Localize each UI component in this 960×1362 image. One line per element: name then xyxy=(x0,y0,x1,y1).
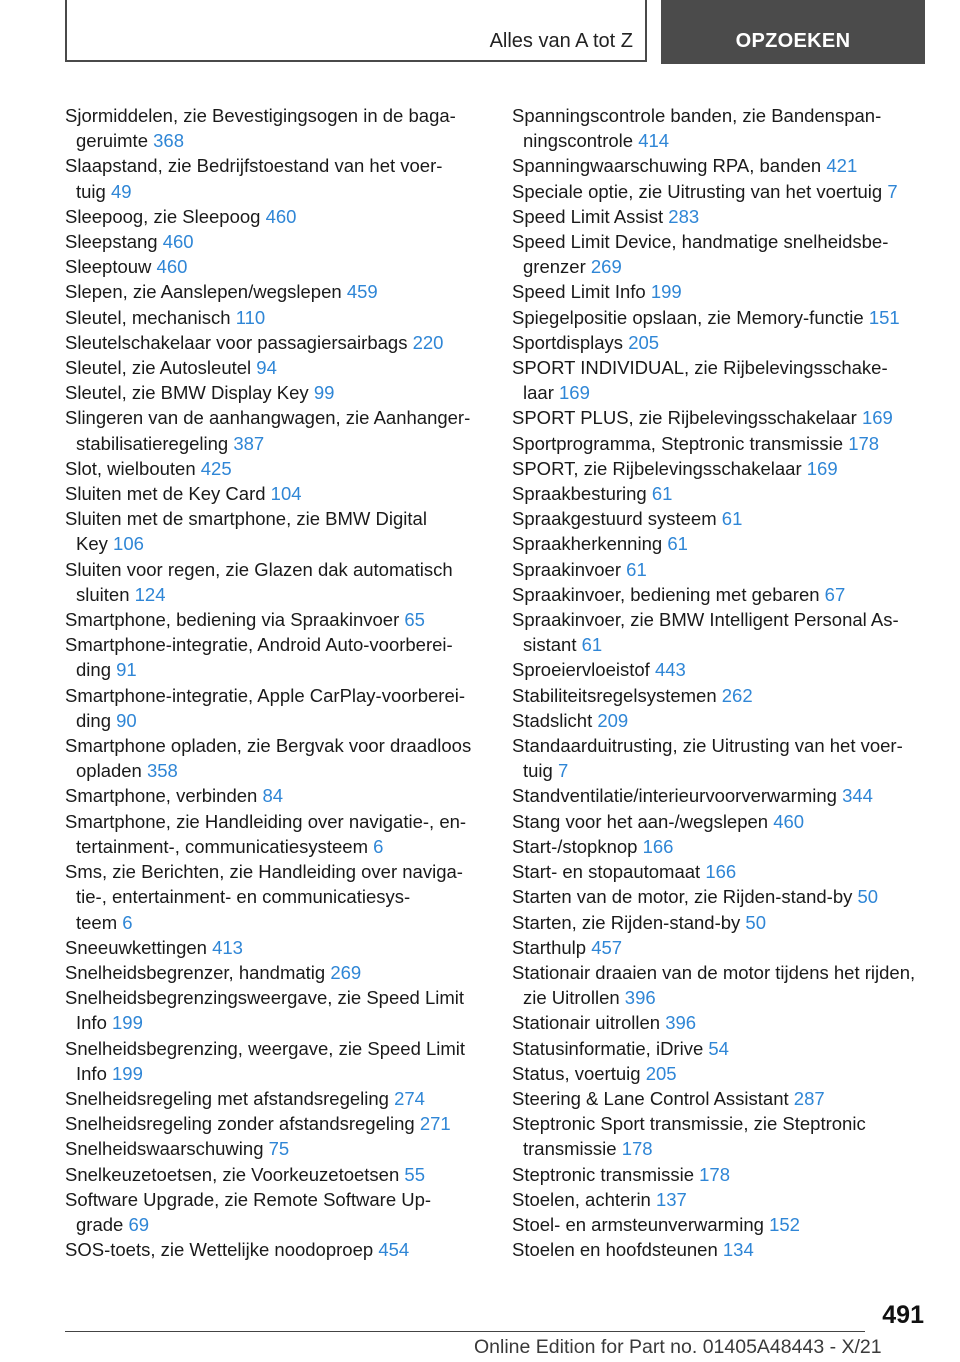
index-entry xyxy=(65,1136,490,1161)
page-reference-link[interactable]: 91 xyxy=(116,659,137,681)
index-entry-text: Sneeuwkettingen 413 xyxy=(65,936,243,958)
index-entry-text: Info 199 xyxy=(76,1012,143,1034)
page-reference-link[interactable]: 110 xyxy=(235,306,266,328)
index-entry xyxy=(512,582,932,607)
index-entry-text: Starten, zie Rijden-stand-by 50 xyxy=(512,911,766,933)
index-entry xyxy=(65,229,490,254)
index-entry-text: Steptronic Sport transmissie, zie Steptronic xyxy=(512,1113,866,1135)
index-entry xyxy=(512,481,932,506)
index-entry-text: grenzer 269 xyxy=(523,256,622,278)
index-entry-text: Spanningscontrole banden, zie Bandenspan- xyxy=(512,105,882,126)
index-entry xyxy=(512,355,932,405)
page-reference-link[interactable]: 443 xyxy=(654,659,686,681)
index-entry-text: SPORT, zie Rijbelevingsschakelaar 169 xyxy=(512,457,838,479)
index-entry-text: Key 106 xyxy=(76,533,144,555)
index-entry-text: sistant 61 xyxy=(523,634,603,656)
page-reference-link[interactable]: 55 xyxy=(404,1163,425,1185)
index-entry-text: tuig 7 xyxy=(523,760,569,782)
index-entry-text: teem 6 xyxy=(76,911,133,933)
page-reference-link[interactable]: 166 xyxy=(705,861,737,883)
index-entry-text: Sportprogramma, Steptronic transmissie 178 xyxy=(512,432,880,454)
page-reference-link[interactable]: 69 xyxy=(128,1213,150,1235)
page-reference-link[interactable]: 421 xyxy=(826,155,858,177)
index-entry xyxy=(65,380,490,405)
index-entry-text: Spraakgestuurd systeem 61 xyxy=(512,508,743,530)
page-reference-link[interactable]: 457 xyxy=(591,936,623,958)
index-column-right xyxy=(512,103,932,1262)
page-reference-link[interactable]: 169 xyxy=(806,457,838,479)
page-reference-link[interactable]: 104 xyxy=(270,483,302,505)
page-reference-link[interactable]: 75 xyxy=(268,1138,290,1160)
page-reference-link[interactable]: 209 xyxy=(597,709,629,731)
page-reference-link[interactable]: 413 xyxy=(212,936,243,958)
page-reference-link[interactable]: 460 xyxy=(265,205,297,227)
index-entry-text: Snelheidswaarschuwing 75 xyxy=(65,1138,290,1160)
page-reference-link[interactable]: 50 xyxy=(857,886,879,908)
index-entry xyxy=(65,1187,490,1237)
page-reference-link[interactable]: 262 xyxy=(721,684,753,706)
index-entry xyxy=(512,179,932,204)
index-entry-text: ding 90 xyxy=(76,709,137,731)
page-reference-link[interactable]: 84 xyxy=(262,785,284,807)
index-entry-text: Starten van de motor, zie Rijden-stand-by 50 xyxy=(512,886,879,908)
index-entry-text: Software Upgrade, zie Remote Software Up- xyxy=(65,1188,432,1210)
index-entry-text: SPORT PLUS, zie Rijbelevingsschakelaar 169 xyxy=(512,407,893,429)
index-entry xyxy=(512,657,932,682)
index-entry-text: Starthulp 457 xyxy=(512,936,623,958)
index-entry xyxy=(512,859,932,884)
index-entry-text: Snelheidsbegrenzingsweergave, zie Speed Limit xyxy=(65,987,465,1009)
opzoeken-tab[interactable]: OPZOEKEN xyxy=(661,0,925,64)
index-entry-text: Snelheidsregeling zonder afstandsregeling 271 xyxy=(65,1113,451,1135)
index-entry-text: Slaapstand, zie Bedrijfstoestand van het voer- xyxy=(65,155,443,177)
index-entry xyxy=(512,405,932,430)
page-reference-link[interactable]: 152 xyxy=(769,1213,800,1235)
page-reference-link[interactable]: 199 xyxy=(112,1062,143,1084)
page-reference-link[interactable]: 283 xyxy=(668,205,700,227)
index-entry xyxy=(65,103,490,153)
page-reference-link[interactable]: 460 xyxy=(156,256,188,278)
index-entry xyxy=(512,733,932,783)
index-entry-text: Sleutel, zie BMW Display Key 99 xyxy=(65,382,335,404)
index-entry xyxy=(512,506,932,531)
index-entry-text: SPORT INDIVIDUAL, zie Rijbelevingsschake- xyxy=(512,357,888,379)
index-column-left xyxy=(65,103,490,1262)
index-entry-text: Spanningwaarschuwing RPA, banden 421 xyxy=(512,155,858,177)
page-reference-link[interactable]: 460 xyxy=(773,810,805,832)
index-entry-text: Stoel- en armsteunverwarming 152 xyxy=(512,1213,800,1235)
page-reference-link[interactable]: 6 xyxy=(373,835,384,857)
page-reference-link[interactable]: 425 xyxy=(200,457,232,479)
index-entry xyxy=(65,405,490,455)
index-entry xyxy=(512,1111,932,1161)
index-entry xyxy=(512,960,932,1010)
index-entry-text: Smartphone, verbinden 84 xyxy=(65,785,284,807)
index-entry-text: Stationair draaien van de motor tijdens het rijden, xyxy=(512,961,916,983)
index-entry xyxy=(512,607,932,657)
index-entry xyxy=(65,330,490,355)
index-entry-text: Speed Limit Device, handmatige snelheidsbe- xyxy=(512,231,889,253)
index-entry-text: Stationair uitrollen 396 xyxy=(512,1012,697,1034)
index-entry xyxy=(65,305,490,330)
index-entry-text: Speed Limit Assist 283 xyxy=(512,205,700,227)
page-reference-link[interactable]: 414 xyxy=(638,130,670,152)
index-entry-text: Start- en stopautomaat 166 xyxy=(512,861,737,883)
index-entry xyxy=(512,103,932,153)
index-entry-text: Slot, wielbouten 425 xyxy=(65,457,232,479)
index-entry xyxy=(65,1111,490,1136)
index-entry xyxy=(65,204,490,229)
section-header-box xyxy=(65,0,647,62)
index-entry xyxy=(512,330,932,355)
index-entry-text: Speed Limit Info 199 xyxy=(512,281,682,303)
page-reference-link[interactable]: 90 xyxy=(116,709,137,731)
index-entry-text: tie-, entertainment- en communicatiesys- xyxy=(76,886,411,908)
index-entry-text: Status, voertuig 205 xyxy=(512,1062,677,1084)
index-entry xyxy=(512,1036,932,1061)
index-entry-text: Sleutelschakelaar voor passagiersairbags 220 xyxy=(65,331,444,353)
page-reference-link[interactable]: 49 xyxy=(110,180,132,202)
index-entry-text: Sleepoog, zie Sleepoog 460 xyxy=(65,205,297,227)
index-entry xyxy=(65,783,490,808)
index-entry-text: Stadslicht 209 xyxy=(512,709,629,731)
page-reference-link[interactable]: 61 xyxy=(651,483,673,505)
index-entry-text: Sms, zie Berichten, zie Handleiding over naviga- xyxy=(65,861,463,883)
index-entry xyxy=(65,456,490,481)
index-entry-text: Sjormiddelen, zie Bevestigingsogen in de baga- xyxy=(65,105,456,126)
page-reference-link[interactable]: 166 xyxy=(642,835,674,857)
index-entry xyxy=(512,456,932,481)
index-entry xyxy=(512,557,932,582)
index-entry-text: Sluiten met de Key Card 104 xyxy=(65,483,302,505)
index-entry-text: Smartphone-integratie, Android Auto-voorberei- xyxy=(65,634,453,656)
index-entry-text: grade 69 xyxy=(76,1213,150,1235)
page-reference-link[interactable]: 396 xyxy=(665,1012,697,1034)
index-entry-text: Snelheidsbegrenzing, weergave, zie Speed Limit xyxy=(65,1037,466,1059)
index-entry xyxy=(512,809,932,834)
page-reference-link[interactable]: 134 xyxy=(722,1239,754,1261)
index-entry-text: Sluiten met de smartphone, zie BMW Digital xyxy=(65,508,427,530)
page-reference-link[interactable]: 274 xyxy=(394,1087,425,1109)
page-reference-link[interactable]: 61 xyxy=(721,508,743,530)
index-entry xyxy=(512,279,932,304)
page-reference-link[interactable]: 205 xyxy=(628,331,660,353)
index-entry xyxy=(65,683,490,733)
page-reference-link[interactable]: 459 xyxy=(346,281,378,303)
index-entry xyxy=(65,859,490,935)
index-entry xyxy=(65,607,490,632)
index-entry-text: Spiegelpositie opslaan, zie Memory-functie 151 xyxy=(512,306,900,328)
page-reference-link[interactable]: 137 xyxy=(655,1188,687,1210)
index-entry xyxy=(65,809,490,859)
index-entry-text: Snelheidsregeling met afstandsregeling 274 xyxy=(65,1087,425,1109)
page-reference-link[interactable]: 287 xyxy=(793,1087,825,1109)
page-reference-link[interactable]: 106 xyxy=(113,533,144,555)
index-entry xyxy=(512,683,932,708)
index-entry-text: Snelheidsbegrenzer, handmatig 269 xyxy=(65,961,362,983)
index-entry-text: geruimte 368 xyxy=(76,130,184,152)
index-entry-text: Stabiliteitsregelsystemen 262 xyxy=(512,684,753,706)
index-entry-text: Sleepstang 460 xyxy=(65,231,194,253)
index-entry xyxy=(512,153,932,178)
index-entry xyxy=(512,305,932,330)
index-entry xyxy=(512,884,932,909)
page-reference-link[interactable]: 454 xyxy=(378,1239,410,1261)
index-entry-text: Spraakbesturing 61 xyxy=(512,483,673,505)
page-reference-link[interactable]: 220 xyxy=(412,331,444,353)
index-entry-text: Steering & Lane Control Assistant 287 xyxy=(512,1087,825,1109)
index-entry-text: ningscontrole 414 xyxy=(523,130,670,152)
index-entry xyxy=(65,254,490,279)
page-reference-link[interactable]: 269 xyxy=(590,256,622,278)
index-entry xyxy=(512,1212,932,1237)
page-reference-link[interactable]: 50 xyxy=(745,911,766,933)
index-entry xyxy=(65,506,490,556)
page-reference-link[interactable]: 169 xyxy=(861,407,893,429)
page-reference-link[interactable]: 99 xyxy=(313,382,335,404)
index-entry xyxy=(512,1086,932,1111)
page-reference-link[interactable]: 269 xyxy=(330,961,362,983)
page-reference-link[interactable]: 61 xyxy=(581,634,603,656)
index-entry-text: tertainment-, communicatiesysteem 6 xyxy=(76,835,384,857)
page-reference-link[interactable]: 199 xyxy=(650,281,682,303)
index-entry xyxy=(512,1061,932,1086)
index-entry xyxy=(65,985,490,1035)
page-reference-link[interactable]: 124 xyxy=(134,583,166,605)
index-entry-text: Slepen, zie Aanslepen/wegslepen 459 xyxy=(65,281,378,303)
index-entry-text: opladen 358 xyxy=(76,760,178,782)
page-reference-link[interactable]: 6 xyxy=(122,911,133,933)
page-reference-link[interactable]: 358 xyxy=(146,760,178,782)
page-reference-link[interactable]: 7 xyxy=(887,180,898,202)
index-entry-text: Speciale optie, zie Uitrusting van het voertuig 7 xyxy=(512,180,898,202)
page-reference-link[interactable]: 61 xyxy=(667,533,688,555)
index-entry-text: tuig 49 xyxy=(76,180,132,202)
index-entry-text: Smartphone-integratie, Apple CarPlay-voorberei- xyxy=(65,684,466,706)
page-reference-link[interactable]: 67 xyxy=(824,583,846,605)
index-entry-text: Smartphone, bediening via Spraakinvoer 65 xyxy=(65,609,425,631)
index-entry xyxy=(65,1036,490,1086)
section-title: Alles van A tot Z xyxy=(489,30,633,52)
index-entry xyxy=(512,935,932,960)
page-reference-link[interactable]: 178 xyxy=(699,1163,730,1185)
index-entry-text: SOS-toets, zie Wettelijke noodoproep 454 xyxy=(65,1239,410,1261)
index-entry xyxy=(512,431,932,456)
index-entry-text: zie Uitrollen 396 xyxy=(523,987,656,1009)
index-entry-text: laar 169 xyxy=(523,382,590,404)
footer-divider xyxy=(65,1331,865,1332)
footer-edition-text: Online Edition for Part no. 01405A48443 - X/21 xyxy=(474,1336,882,1358)
index-entry-text: Stang voor het aan-/wegslepen 460 xyxy=(512,810,805,832)
index-entry xyxy=(65,632,490,682)
page-reference-link[interactable]: 151 xyxy=(868,306,900,328)
index-entry xyxy=(65,960,490,985)
index-entry xyxy=(512,531,932,556)
index-entry xyxy=(512,834,932,859)
page-reference-link[interactable]: 7 xyxy=(557,760,569,782)
page-number: 491 xyxy=(882,1301,924,1329)
index-entry-text: Standaarduitrusting, zie Uitrusting van het voer- xyxy=(512,735,903,757)
index-entry xyxy=(65,279,490,304)
index-entry-text: transmissie 178 xyxy=(523,1138,653,1160)
page-reference-link[interactable]: 94 xyxy=(256,357,277,379)
index-entry xyxy=(65,355,490,380)
index-entry-text: Smartphone opladen, zie Bergvak voor draadloos xyxy=(65,735,472,757)
index-entry xyxy=(512,910,932,935)
index-entry xyxy=(65,1237,490,1262)
index-entry xyxy=(65,153,490,203)
index-entry-text: Start-/stopknop 166 xyxy=(512,835,674,857)
page-reference-link[interactable]: 460 xyxy=(162,231,194,253)
index-entry xyxy=(512,783,932,808)
page-reference-link[interactable]: 178 xyxy=(848,432,880,454)
index-entry-text: Steptronic transmissie 178 xyxy=(512,1163,730,1185)
index-entry-text: Sportdisplays 205 xyxy=(512,331,660,353)
index-entry xyxy=(65,557,490,607)
index-entry-text: Sproeiervloeistof 443 xyxy=(512,659,686,681)
index-entry xyxy=(512,708,932,733)
index-entry-text: Statusinformatie, iDrive 54 xyxy=(512,1037,729,1059)
index-entry-text: stabilisatieregeling 387 xyxy=(76,432,265,454)
index-entry-text: Standventilatie/interieurvoorverwarming 344 xyxy=(512,785,873,807)
index-entry-text: Stoelen en hoofdsteunen 134 xyxy=(512,1239,754,1261)
page-reference-link[interactable]: 396 xyxy=(624,987,656,1009)
index-entry-text: sluiten 124 xyxy=(76,583,166,605)
index-entry xyxy=(512,1010,932,1035)
index-entry xyxy=(65,481,490,506)
index-entry-text: Spraakherkenning 61 xyxy=(512,533,688,555)
page-reference-link[interactable]: 65 xyxy=(404,609,425,631)
index-entry xyxy=(65,935,490,960)
index-entry-text: Slingeren van de aanhangwagen, zie Aanhanger- xyxy=(65,407,471,429)
index-entry-text: Sleutel, zie Autosleutel 94 xyxy=(65,357,277,379)
index-entry xyxy=(65,733,490,783)
index-entry xyxy=(65,1086,490,1111)
index-entry-text: Smartphone, zie Handleiding over navigatie-, en- xyxy=(65,810,467,832)
index-entry-text: Spraakinvoer, bediening met gebaren 67 xyxy=(512,583,846,605)
page-reference-link[interactable]: 61 xyxy=(626,558,647,580)
index-entry-text: Spraakinvoer, zie BMW Intelligent Personal As- xyxy=(512,609,899,631)
index-entry-text: Info 199 xyxy=(76,1062,143,1084)
page-reference-link[interactable]: 368 xyxy=(153,130,184,152)
page-reference-link[interactable]: 271 xyxy=(419,1113,451,1135)
page-reference-link[interactable]: 169 xyxy=(559,382,590,404)
index-entry xyxy=(65,1162,490,1187)
index-entry-text: Stoelen, achterin 137 xyxy=(512,1188,687,1210)
page-reference-link[interactable]: 178 xyxy=(621,1138,653,1160)
page-reference-link[interactable]: 205 xyxy=(645,1062,677,1084)
index-entry xyxy=(512,1187,932,1212)
index-entry-text: Sleeptouw 460 xyxy=(65,256,188,278)
page-reference-link[interactable]: 199 xyxy=(112,1012,143,1034)
index-entry xyxy=(512,204,932,229)
index-entry xyxy=(512,1162,932,1187)
index-entry xyxy=(512,229,932,279)
index-entry xyxy=(512,1237,932,1262)
index-entry-text: ding 91 xyxy=(76,659,137,681)
index-entry-text: Sleutel, mechanisch 110 xyxy=(65,306,266,328)
page-reference-link[interactable]: 387 xyxy=(233,432,265,454)
page-header xyxy=(65,0,925,64)
index-entry-text: Sluiten voor regen, zie Glazen dak automatisch xyxy=(65,558,453,580)
page-reference-link[interactable]: 54 xyxy=(708,1037,729,1059)
index-entry-text: Spraakinvoer 61 xyxy=(512,558,647,580)
index-entry-text: Snelkeuzetoetsen, zie Voorkeuzetoetsen 55 xyxy=(65,1163,425,1185)
page-reference-link[interactable]: 344 xyxy=(842,785,873,807)
